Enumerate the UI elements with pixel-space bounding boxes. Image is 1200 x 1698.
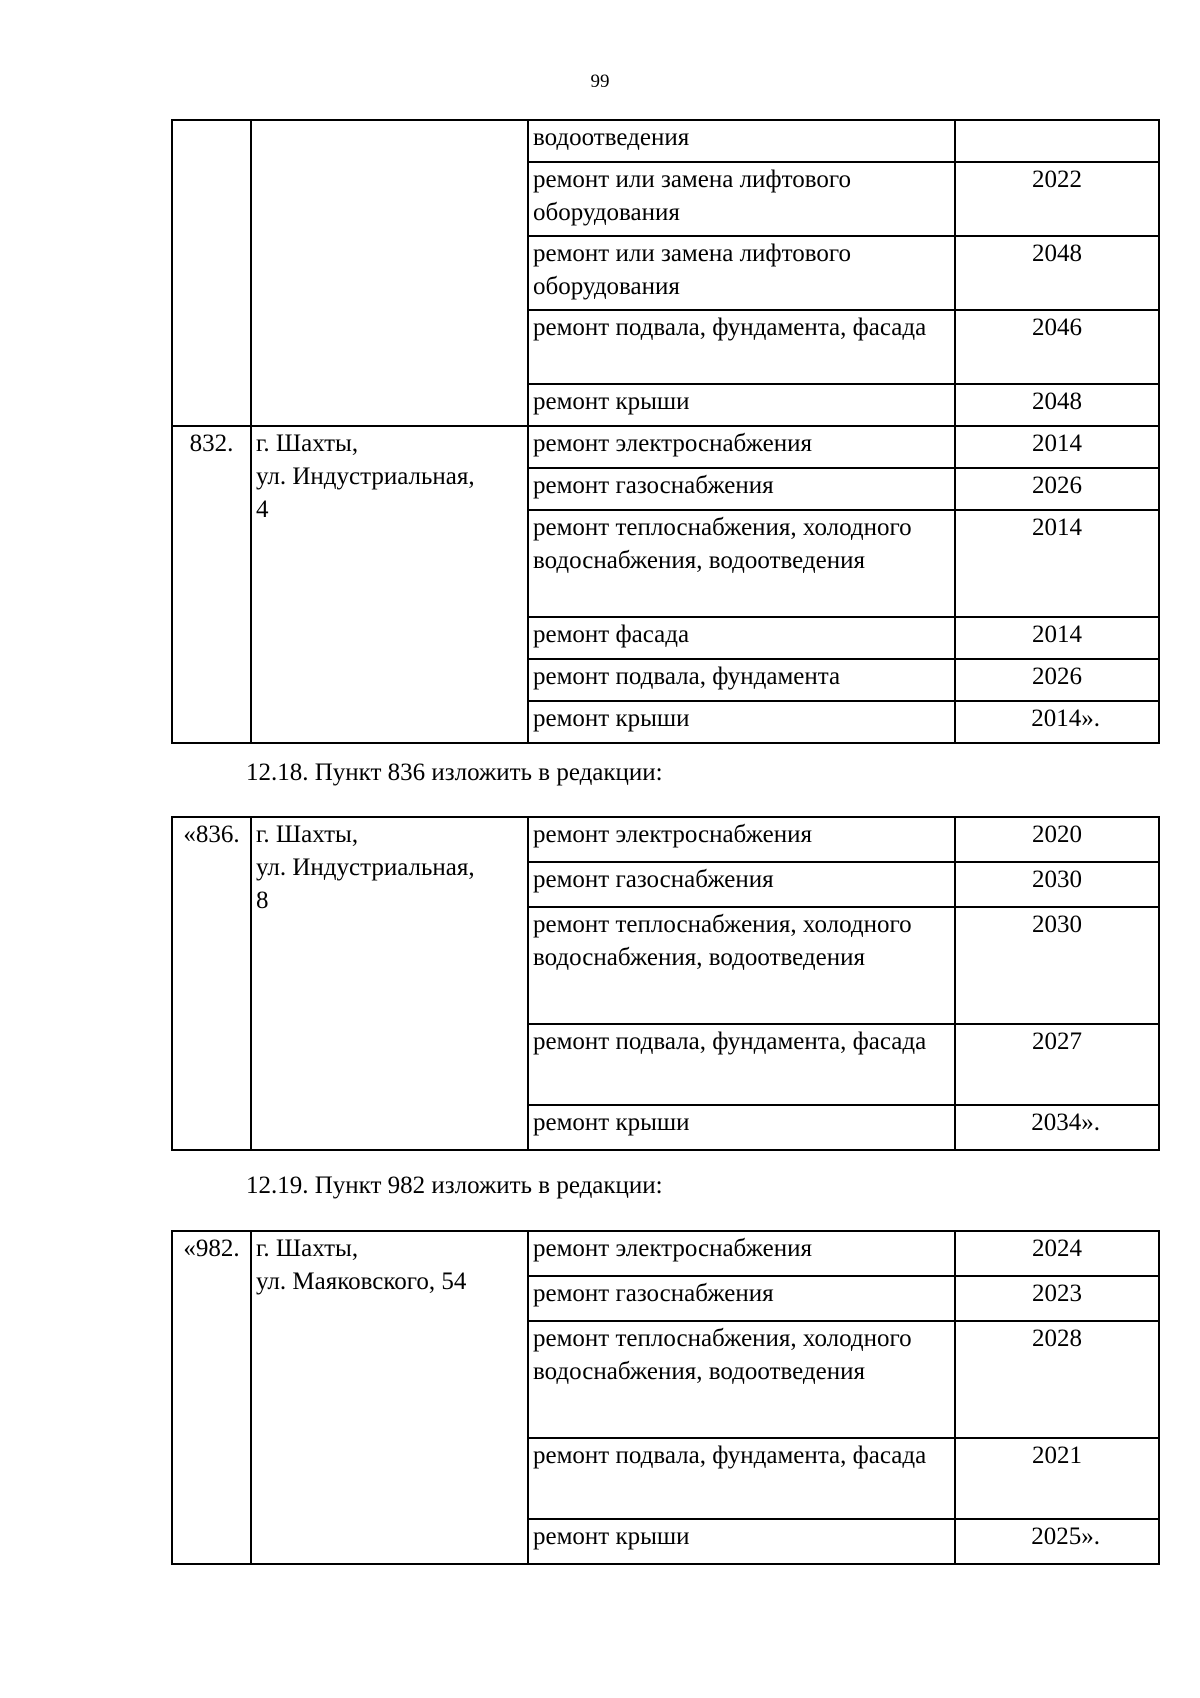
work-cell: ремонт фасада bbox=[528, 617, 955, 659]
year-cell: 2022 bbox=[955, 162, 1159, 236]
work-cell: ремонт электроснабжения bbox=[528, 426, 955, 468]
address-line: г. Шахты, bbox=[256, 430, 359, 457]
year-cell: 2025». bbox=[955, 1519, 1159, 1564]
table-row bbox=[172, 1231, 1159, 1276]
year-cell: 2030 bbox=[955, 862, 1159, 907]
year-cell: 2046 bbox=[955, 310, 1159, 384]
address-cell bbox=[251, 120, 528, 426]
address-line: ул. Индустриальная, bbox=[256, 854, 475, 881]
entry-number: 832. bbox=[172, 426, 251, 743]
table-row bbox=[172, 120, 1159, 162]
address-line: ул. Маяковского, 54 bbox=[256, 1268, 467, 1295]
work-cell: ремонт подвала, фундамента, фасада bbox=[528, 310, 955, 384]
address-line: г. Шахты, bbox=[256, 1235, 359, 1262]
work-cell: ремонт теплоснабжения, холодного водоснабжения, водоотведения bbox=[528, 510, 955, 617]
address-line: 8 bbox=[256, 887, 269, 914]
year-cell: 2014 bbox=[955, 617, 1159, 659]
work-cell: водоотведения bbox=[528, 120, 955, 162]
work-cell: ремонт теплоснабжения, холодного водоснабжения, водоотведения bbox=[528, 1321, 955, 1438]
work-cell: ремонт подвала, фундамента, фасада bbox=[528, 1024, 955, 1105]
table-item-982 bbox=[171, 1230, 1160, 1565]
entry-number: «982. bbox=[172, 1231, 251, 1564]
work-cell: ремонт теплоснабжения, холодного водоснабжения, водоотведения bbox=[528, 907, 955, 1024]
table-row bbox=[172, 426, 1159, 468]
year-cell: 2020 bbox=[955, 817, 1159, 862]
work-cell: ремонт электроснабжения bbox=[528, 1231, 955, 1276]
year-cell: 2048 bbox=[955, 384, 1159, 426]
year-cell: 2021 bbox=[955, 1438, 1159, 1519]
work-cell: ремонт крыши bbox=[528, 1105, 955, 1150]
address-cell bbox=[251, 426, 528, 743]
work-cell: ремонт крыши bbox=[528, 1519, 955, 1564]
table-row bbox=[172, 817, 1159, 862]
year-cell: 2028 bbox=[955, 1321, 1159, 1438]
work-cell: ремонт подвала, фундамента, фасада bbox=[528, 1438, 955, 1519]
amendment-paragraph: 12.19. Пункт 982 изложить в редакции: bbox=[246, 1172, 663, 1199]
year-cell: 2026 bbox=[955, 659, 1159, 701]
year-cell: 2034». bbox=[955, 1105, 1159, 1150]
work-cell: ремонт крыши bbox=[528, 701, 955, 743]
table-continuation bbox=[171, 119, 1160, 744]
year-cell: 2027 bbox=[955, 1024, 1159, 1105]
work-cell: ремонт газоснабжения bbox=[528, 862, 955, 907]
address-cell bbox=[251, 817, 528, 1150]
table-item-836 bbox=[171, 816, 1160, 1151]
year-cell: 2023 bbox=[955, 1276, 1159, 1321]
work-cell: ремонт газоснабжения bbox=[528, 468, 955, 510]
address-line: 4 bbox=[256, 496, 269, 523]
year-cell: 2014 bbox=[955, 510, 1159, 617]
address-cell bbox=[251, 1231, 528, 1564]
year-cell: 2026 bbox=[955, 468, 1159, 510]
number-cell bbox=[172, 120, 251, 426]
year-cell: 2030 bbox=[955, 907, 1159, 1024]
year-cell: 2014». bbox=[955, 701, 1159, 743]
work-cell: ремонт электроснабжения bbox=[528, 817, 955, 862]
work-cell: ремонт газоснабжения bbox=[528, 1276, 955, 1321]
work-cell: ремонт или замена лифтового оборудования bbox=[528, 162, 955, 236]
entry-number: «836. bbox=[172, 817, 251, 1150]
page-number: 99 bbox=[590, 71, 610, 92]
work-cell: ремонт или замена лифтового оборудования bbox=[528, 236, 955, 310]
year-cell: 2024 bbox=[955, 1231, 1159, 1276]
year-cell: 2048 bbox=[955, 236, 1159, 310]
address-line: ул. Индустриальная, bbox=[256, 463, 475, 490]
work-cell: ремонт крыши bbox=[528, 384, 955, 426]
address-line: г. Шахты, bbox=[256, 821, 359, 848]
amendment-paragraph: 12.18. Пункт 836 изложить в редакции: bbox=[246, 759, 663, 786]
work-cell: ремонт подвала, фундамента bbox=[528, 659, 955, 701]
year-cell: 2014 bbox=[955, 426, 1159, 468]
year-cell bbox=[955, 120, 1159, 162]
